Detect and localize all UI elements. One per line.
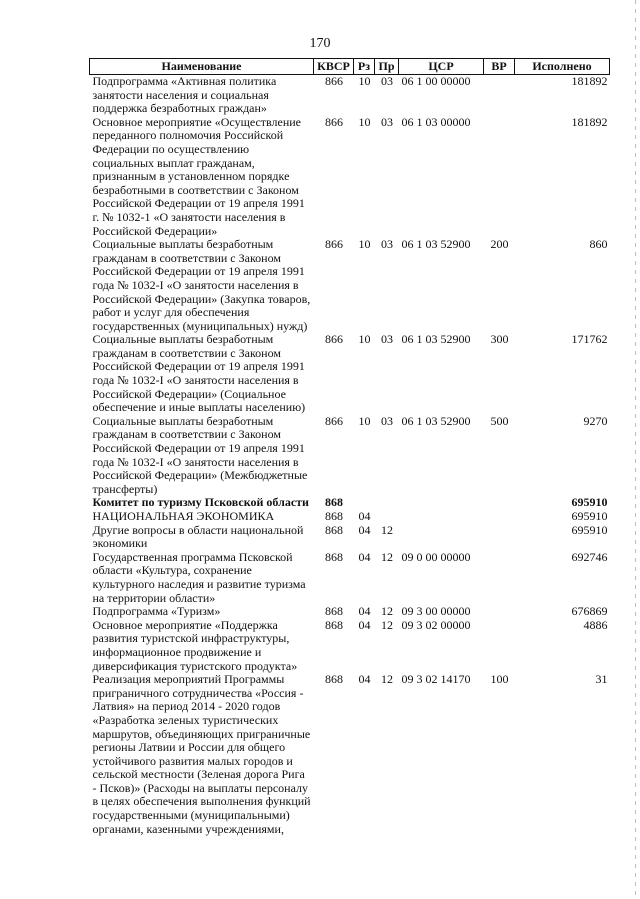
table-row: [90, 238, 610, 333]
row-pr: 12: [381, 617, 393, 632]
table-row: [90, 605, 610, 619]
table-row: [90, 415, 610, 497]
row-rz: 04: [358, 522, 371, 537]
row-csr: [399, 524, 484, 551]
table-row: [90, 619, 610, 673]
row-name: Социальные выплаты безработным гражданам в соответствии с Законом Российской Федерации от 19 апреля 1991 года № 1032-I «О занятости населения в Российской Федерации» (Закупка товаров, работ и услуг для обеспечения государственных (муниципальных) нужд): [92, 237, 311, 333]
table-row: [90, 510, 610, 524]
row-kvsr: 868: [325, 522, 343, 537]
row-vr: [484, 619, 515, 673]
table-row: [90, 496, 610, 510]
row-kvsr: 868: [325, 604, 343, 619]
row-name: Социальные выплаты безработным гражданам в соответствии с Законом Российской Федерации от 19 апреля 1991 года № 1032-I «О занятости населения в Российской Федерации» (Социальное обеспечение и иные выплаты населению): [92, 332, 306, 415]
row-kvsr: 868: [325, 672, 343, 687]
row-pr: 03: [381, 413, 393, 428]
table-row: [90, 333, 610, 415]
row-vr: [484, 116, 515, 238]
row-executed: 695910: [571, 509, 608, 523]
row-kvsr: 866: [325, 74, 343, 88]
row-name: Основное мероприятие «Поддержка развития туристской инфраструктуры, информационное продвижение и диверсификация туристского продукта»: [92, 617, 298, 673]
row-name: НАЦИОНАЛЬНАЯ ЭКОНОМИКА: [92, 509, 275, 523]
row-vr: [484, 524, 515, 551]
row-vr: [484, 605, 515, 619]
header-rz: Рз: [354, 59, 375, 75]
row-pr: 12: [381, 522, 393, 537]
row-executed: 695910: [571, 495, 608, 510]
row-kvsr: 866: [325, 114, 343, 129]
table-row: [90, 116, 610, 238]
row-executed: 695910: [571, 522, 608, 537]
row-executed: 4886: [583, 617, 608, 632]
row-executed: 181892: [571, 74, 608, 88]
row-rz: 04: [358, 549, 371, 564]
row-name: Другие вопросы в области национальной экономики: [92, 522, 304, 551]
row-csr: 06 1 03 00000: [401, 114, 471, 129]
table-body: [90, 75, 610, 837]
row-kvsr: 868: [325, 617, 343, 632]
row-rz: 10: [358, 413, 371, 428]
row-executed: 9270: [583, 413, 608, 428]
scan-margin-line: [635, 0, 636, 899]
row-kvsr: 866: [325, 332, 343, 347]
row-vr: [484, 496, 515, 510]
row-csr: 06 1 03 52900: [401, 237, 471, 252]
row-rz: 10: [358, 332, 371, 347]
table-row: [90, 551, 610, 605]
header-kvsr: КВСР: [314, 59, 354, 75]
row-csr: 06 1 03 52900: [401, 413, 471, 428]
row-csr: 06 1 00 00000: [401, 74, 471, 88]
row-csr: [399, 496, 484, 510]
row-vr: 100: [490, 672, 509, 687]
row-pr: 12: [381, 672, 393, 687]
header-vr: ВР: [484, 59, 515, 75]
row-name: Подпрограмма «Активная политика занятости населения и социальная поддержка безработных граждан»: [92, 74, 277, 116]
row-csr: 09 3 02 00000: [401, 617, 471, 632]
row-vr: [484, 510, 515, 524]
row-pr: 03: [381, 74, 393, 88]
row-rz: [354, 496, 375, 510]
row-vr: [484, 75, 515, 116]
row-rz: 04: [358, 672, 371, 687]
budget-table: [89, 58, 610, 836]
header-executed: Исполнено: [515, 59, 610, 75]
row-name: Реализация мероприятий Программы приграничного сотрудничества «Россия - Латвия» на период 2014 - 2020 годов «Разработка зеленых туристических маршрутов, объединяющих приграничные регионы Латвии и России для общего устойчивого развития малых городов и сельской местности (Зеленая дорога Рига - Псков)» (Расходы на выплаты персоналу в целях обеспечения выполнения функций государственными (муниципальными) органами, казенными учреждениями,: [92, 672, 311, 836]
row-csr: 09 0 00 00000: [401, 549, 471, 564]
row-executed: 692746: [571, 549, 608, 564]
row-pr: 03: [381, 114, 393, 129]
row-rz: 10: [358, 237, 371, 252]
row-executed: 860: [589, 237, 608, 252]
row-kvsr: 868: [325, 549, 343, 564]
header-csr: ЦСР: [399, 59, 484, 75]
row-rz: 04: [358, 604, 371, 619]
row-kvsr: 868: [325, 495, 343, 510]
row-vr: 300: [490, 332, 509, 347]
row-csr: 06 1 03 52900: [401, 332, 471, 347]
row-kvsr: 868: [325, 509, 343, 523]
row-pr: 03: [381, 237, 393, 252]
row-name: Подпрограмма «Туризм»: [92, 604, 221, 619]
row-executed: 171762: [571, 332, 608, 347]
row-vr: 500: [490, 413, 509, 428]
table-row: [90, 673, 610, 836]
table-header-row: [90, 59, 610, 75]
row-name: Социальные выплаты безработным гражданам в соответствии с Законом Российской Федерации от 19 апреля 1991 года № 1032-I «О занятости населения в Российской Федерации» (Межбюджетные трансферты): [92, 413, 308, 496]
row-csr: 09 3 02 14170: [401, 672, 471, 687]
row-csr: 09 3 00 00000: [401, 604, 471, 619]
row-vr: 200: [490, 237, 509, 252]
row-kvsr: 866: [325, 237, 343, 252]
row-kvsr: 866: [325, 413, 343, 428]
table-row: [90, 524, 610, 551]
row-rz: 10: [358, 114, 371, 129]
row-rz: 04: [358, 509, 371, 523]
row-executed: 31: [595, 672, 608, 687]
row-csr: [399, 510, 484, 524]
table-row: [90, 75, 610, 116]
row-pr: [375, 510, 399, 524]
row-vr: [484, 551, 515, 605]
row-name: Государственная программа Псковской области «Культура, сохранение культурного наследия и развитие туризма на территории области»: [92, 549, 306, 605]
header-name: Наименование: [90, 59, 314, 75]
row-executed: 181892: [571, 114, 608, 129]
row-executed: 676869: [571, 604, 608, 619]
header-pr: Пр: [375, 59, 399, 75]
row-pr: 03: [381, 332, 393, 347]
page-number: 170: [309, 36, 331, 51]
row-pr: 12: [381, 549, 393, 564]
row-rz: 04: [358, 617, 371, 632]
row-rz: 10: [358, 74, 371, 88]
row-name: Комитет по туризму Псковской области: [92, 495, 309, 510]
row-pr: 12: [381, 604, 393, 619]
row-name: Основное мероприятие «Осуществление переданного полномочия Российской Федерации по осуществлению социальных выплат гражданам, признанным в установленном порядке безработными в соответствии с Законом Российской Федерации от 19 апреля 1991 г. № 1032-1 «О занятости населения в Российской Федерации»: [92, 114, 305, 238]
row-pr: [375, 496, 399, 510]
